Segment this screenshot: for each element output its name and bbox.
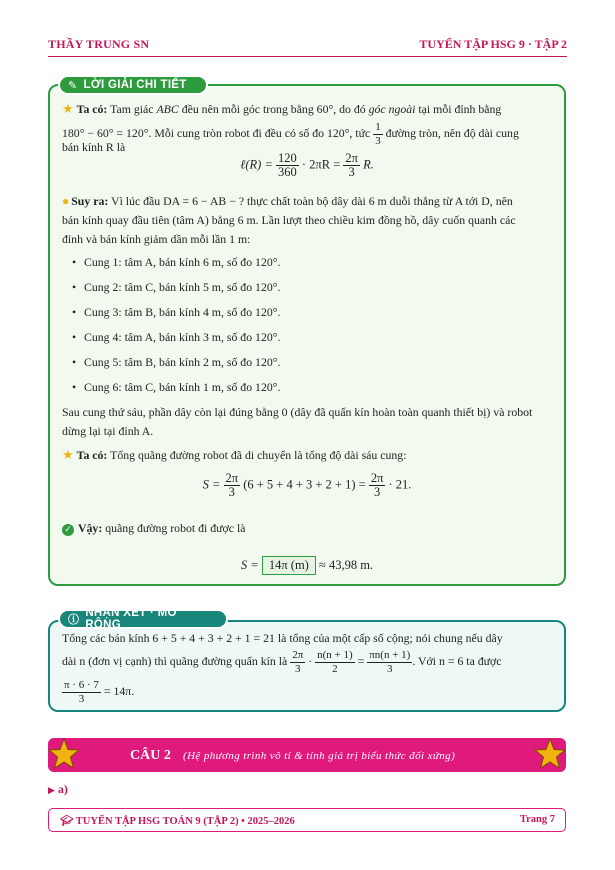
- question-subtitle: (Hệ phương trình vô tỉ & tính giá trị biểu thức đối xứng): [183, 750, 456, 762]
- check-icon: ✓: [62, 524, 74, 536]
- equation-final-answer: S = 14π (m) ≈ 43,98 m.: [48, 556, 566, 575]
- list-item: • Cung 2: tâm C, bán kính 5 m, số đo 120°.: [84, 280, 280, 295]
- solution-para-3-line-2: dừng lại tại đỉnh A.: [62, 424, 154, 438]
- footer-book: 🎓︎ TUYỂN TẬP HSG TOÁN 9 (TẬP 2) • 2025–2026: [60, 816, 295, 827]
- triangle-marker-icon: ▶: [48, 785, 55, 795]
- header-author: THẦY TRUNG SN: [48, 37, 150, 51]
- star-icon: [533, 737, 567, 771]
- lightbulb-icon: ●: [62, 194, 70, 208]
- remark-tab-label: NHẬN XÉT · MỞ RỘNG: [85, 607, 178, 631]
- list-item: • Cung 3: tâm B, bán kính 4 m, số đo 120°.: [84, 305, 280, 320]
- list-item: • Cung 4: tâm A, bán kính 3 m, số đo 120°.: [84, 330, 280, 345]
- question-title: CÂU 2: [130, 748, 171, 763]
- info-icon: ⓘ: [68, 614, 80, 626]
- graduation-cap-icon: 🎓︎: [60, 816, 74, 827]
- solution-para-1-line-1: ★ Ta có: Tam giác ABC đều nên mỗi góc trong bằng 60°, do đó góc ngoài tại mỗi đỉnh bằng: [62, 101, 502, 116]
- page-number: Trang 7: [519, 814, 555, 825]
- star-icon: ★: [62, 101, 74, 116]
- star-icon: ★: [62, 447, 74, 462]
- pencil-icon: ✎: [68, 79, 78, 92]
- remark-line-3: $\frac{\pi \cdot 6 \cdot 7}{3}$ = 14π.: [64, 679, 135, 705]
- solution-para-1-line-2: 180° − 60° = 120°. Mỗi cung tròn robot đi đều có số đo 120°, tức $\frac{1}{3}$ đường tròn, nên độ dài cung: [62, 121, 519, 147]
- equation-total-distance: S = $\frac{2\pi}{3}$ (6 + 5 + 4 + 3 + 2 + 1) = $\frac{2\pi}{3}$ · 21.: [202, 471, 412, 499]
- solution-para-2-line-3: đỉnh và bán kính giảm dần mỗi lần 1 m:: [62, 232, 251, 246]
- header-book-title: TUYỂN TẬP HSG 9 · TẬP 2: [419, 37, 567, 51]
- remark-line-2: dài n (đơn vị cạnh) thì quãng đường quấn kín là $\frac{2\pi}{3}$ · $\frac{n(n + 1)}{2}$ = $\frac{\pi n(n + 1)}{3}$ . Với n = 6 ta được: [62, 649, 502, 675]
- list-item: • Cung 1: tâm A, bán kính 6 m, số đo 120°.: [84, 255, 280, 270]
- solution-para-4: ★ Ta có: Tổng quãng đường robot đã di chuyển là tổng độ dài sáu cung:: [62, 447, 407, 462]
- solution-para-1-line-3: bán kính R là: [62, 140, 126, 154]
- equation-arc-length: ℓ(R) = $\frac{120}{360}$ · 2πR = $\frac{2\pi}{3}$ R.: [240, 151, 374, 179]
- answer-box: 14π (m): [262, 556, 316, 575]
- solution-para-3-line-1: Sau cung thứ sáu, phần dây còn lại đúng bằng 0 (dây đã quấn kín hoàn toàn quanh thiết bị) và robot: [62, 405, 533, 419]
- solution-para-2-line-1: ● Suy ra: Vì lúc đầu DA = 6 − AB − ? thực chất toàn bộ dây dài 6 m duỗi thẳng từ A tới D, nên: [62, 194, 513, 208]
- remark-line-1: Tổng các bán kính 6 + 5 + 4 + 3 + 2 + 1 = 21 là tổng của một cấp số cộng; nói chung nếu dây: [62, 631, 503, 645]
- part-label: ▶ a): [48, 782, 68, 796]
- star-icon: [47, 737, 81, 771]
- list-item: • Cung 6: tâm C, bán kính 1 m, số đo 120°.: [84, 380, 280, 395]
- header-divider: [48, 56, 567, 57]
- solution-conclusion: ✓ Vậy: quãng đường robot đi được là: [62, 521, 245, 536]
- remark-tab: [58, 609, 228, 629]
- solution-para-2-line-2: bán kính quay đầu tiên (tâm A) bằng 6 m. Lần lượt theo chiều kim đồng hồ, dây cuốn quanh các: [62, 213, 516, 227]
- list-item: • Cung 5: tâm B, bán kính 2 m, số đo 120°.: [84, 355, 280, 370]
- solution-tab: [58, 75, 208, 95]
- solution-tab-label: LỜI GIẢI CHI TIẾT: [83, 79, 187, 91]
